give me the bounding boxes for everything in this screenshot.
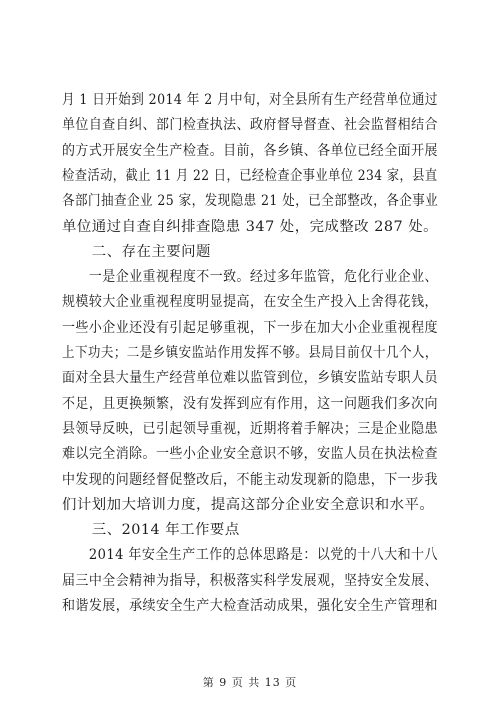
text-line: 中发现的问题经督促整改后，不能主动发现新的隐患，下一步我 — [62, 471, 438, 488]
text-line: 单位自查自纠、部门检查执法、政府督导督查、社会监督相结合 — [62, 117, 438, 134]
text-line: 一些小企业还没有引起足够重视，下一步在加大小企业重视程度 — [62, 319, 438, 336]
text-line: 县领导反映，已引起领导重视，近期将着手解决；三是企业隐患 — [62, 420, 438, 437]
text-line: 规模较大企业重视程度明显提高，在安全生产投入上舍得花钱， — [62, 294, 438, 311]
text-line: 们计划加大培训力度，提高这部分企业安全意识和水平。 — [62, 496, 435, 513]
text-line: 上下功夫；二是乡镇安监站作用发挥不够。县局目前仅十几个人， — [62, 345, 438, 361]
text-line: 2014 年安全生产工作的总体思路是：以党的十八大和十八 — [62, 547, 438, 564]
text-line: 各部门抽查企业 25 家，发现隐患 21 处，已全部整改，各企事业 — [62, 193, 439, 210]
text-line: 月 1 日开始到 2014 年 2 月中旬，对全县所有生产经营单位通过 — [62, 92, 438, 108]
text-line: 检查活动，截止 11 月 22 日，已经检查企事业单位 234 家，县直 — [62, 167, 438, 184]
text-line: 届三中全会精神为指导，积极落实科学发展观，坚持安全发展、 — [62, 572, 438, 589]
text-line: 的方式开展安全生产检查。目前，各乡镇、各单位已经全面开展 — [62, 142, 438, 159]
text-line: 难以完全消除。一些小企业安全意识不够，安监人员在执法检查 — [62, 446, 438, 463]
text-line: 和谐发展，承续安全生产大检查活动成果，强化安全生产管理和 — [62, 598, 438, 614]
text-line: 面对全县大量生产经营单位难以监管到位，乡镇安监站专职人员 — [62, 370, 438, 387]
section-heading: 三、2014 年工作要点 — [62, 522, 240, 539]
section-heading: 二、存在主要问题 — [62, 243, 211, 260]
text-line: 不足，且更换频繁，没有发挥到应有作用，这一问题我们多次向 — [62, 395, 438, 412]
text-line: 一是企业重视程度不一致。经过多年监管，危化行业企业、 — [62, 269, 438, 286]
page-footer: 第 9 页 共 13 页 — [202, 676, 298, 689]
text-line: 单位通过自查自纠排查隐患 347 处，完成整改 287 处。 — [62, 218, 439, 235]
